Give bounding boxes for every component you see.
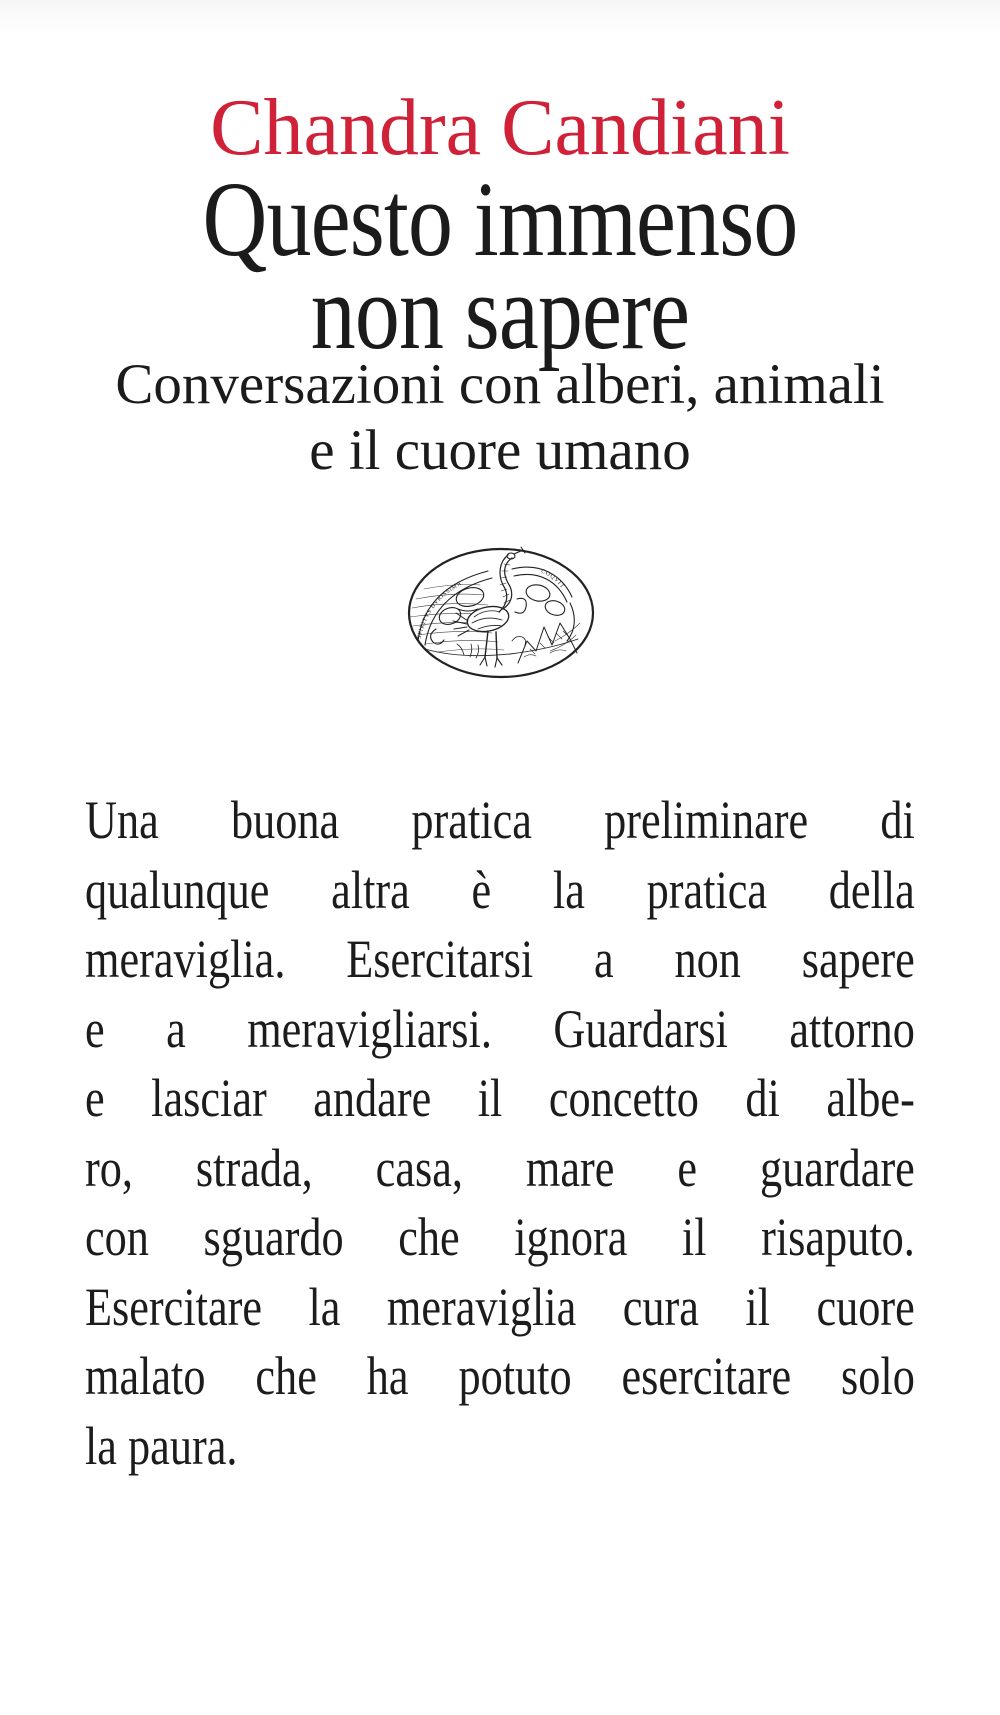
quote-line: meraviglia. Esercitarsi a non sapere [85, 929, 915, 989]
quote-line: con sguardo che ignora il risaputo. [85, 1207, 915, 1267]
motto-text-left: SPIRITVS DVRISSIMA [416, 580, 464, 640]
quote-line: Una buona pratica preliminare di [85, 790, 915, 850]
title-line-1: Questo immenso [202, 161, 798, 279]
quote-line: e a meravigliarsi. Guardarsi attorno [85, 998, 915, 1059]
subtitle-line-2: e il cuore umano [309, 419, 691, 482]
book-title [80, 161, 920, 372]
quote-line: qualunque altra è la pratica della [85, 859, 915, 920]
subtitle-line-1: Conversazioni con alberi, animali [115, 353, 885, 416]
motto-text-right: COQVIT [539, 568, 566, 590]
einaudi-ostrich-emblem-icon [400, 545, 600, 690]
book-subtitle [0, 352, 1000, 484]
quote-line: Esercitare la meraviglia cura il cuore [85, 1276, 915, 1337]
title-line-2: non sapere [310, 254, 690, 372]
quote-line: la paura. [85, 1415, 238, 1476]
quote-line: malato che ha potuto esercitare solo [85, 1346, 915, 1406]
back-quote-text [85, 786, 915, 1481]
quote-line: e lasciar andare il concetto di albe- [85, 1068, 915, 1128]
quote-line: ro, strada, casa, mare e guardare [85, 1137, 915, 1198]
publisher-logo [400, 545, 600, 690]
author-name: Chandra Candiani [210, 84, 790, 172]
